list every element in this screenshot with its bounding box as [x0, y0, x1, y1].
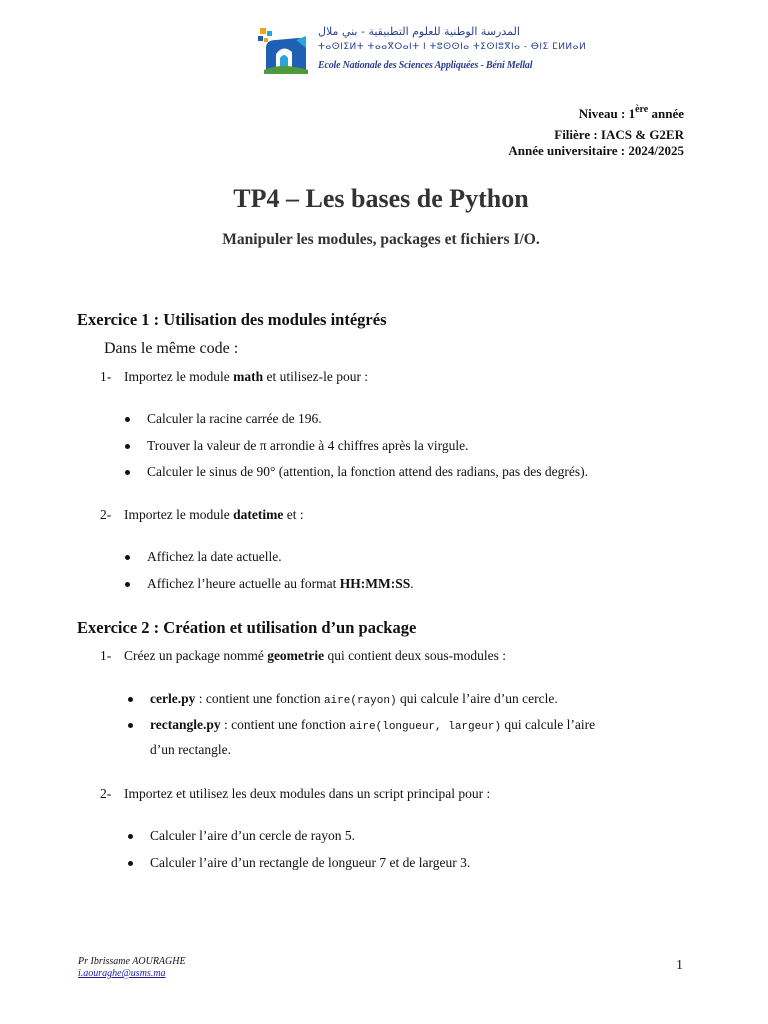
bullet-icon	[125, 555, 130, 560]
page-number: 1	[676, 958, 683, 973]
school-emblem-icon	[256, 26, 310, 76]
bullet-icon	[125, 582, 130, 587]
exercise-2-title: Exercice 2 : Création et utilisation d’un package	[77, 618, 417, 637]
niveau-suffix: année	[648, 106, 684, 121]
annee-line: Année universitaire : 2024/2025	[508, 143, 684, 158]
page-title: TP4 – Les bases de Python	[233, 184, 529, 213]
bullet-icon	[128, 723, 133, 728]
footer-author: Pr Ibrissame AOURAGHE	[78, 956, 186, 967]
niveau-superscript: ère	[635, 104, 649, 115]
question-text: Importez le module math et utilisez-le pour :	[124, 369, 369, 384]
niveau-label: Niveau : 1	[578, 106, 636, 121]
filiere-line: Filière : IACS & G2ER	[554, 127, 684, 142]
logo-french-text: Ecole Nationale des Sciences Appliquées - Béni Mellal	[318, 60, 533, 71]
niveau-line	[579, 104, 684, 122]
exercise-1-intro: Dans le même code :	[104, 340, 239, 357]
logo-arabic-text: المدرسة الوطنية للعلوم التطبيقية - بني ملال	[318, 25, 520, 38]
logo-tifinagh-text: ⵜⴰⵙⵏⵉⵍⵜ ⵜⴰⴰⴳⵔⴰⵏⵜ ⵏ ⵜⵓⵙⵙⵏⴰ ⵜⵉⵙⵏⵓⴳⵏⴰ - ⴱⵏⵉ ⵎⵍⵍⴰⵍ	[318, 42, 587, 52]
school-logo	[256, 24, 587, 80]
bullet-icon	[125, 444, 130, 449]
question-text: Créez un package nommé geometrie qui contient deux sous-modules :	[124, 648, 507, 663]
bullet-icon	[128, 861, 133, 866]
footer-email-link[interactable]: i.aouraghe@usms.ma	[78, 968, 166, 979]
bullet-icon	[125, 417, 130, 422]
bullet-icon	[128, 834, 133, 839]
bullet-icon	[128, 697, 133, 702]
question-text: Importez le module datetime et :	[124, 507, 304, 522]
question-number: 1-	[100, 648, 112, 663]
exercise-1-title: Exercice 1 : Utilisation des modules intégrés	[77, 310, 387, 329]
question-number: 1-	[100, 369, 112, 384]
question-number: 2-	[100, 786, 112, 801]
question-number: 2-	[100, 507, 112, 522]
question-text: Importez et utilisez les deux modules dans un script principal pour :	[124, 786, 491, 801]
page-subtitle: Manipuler les modules, packages et fichiers I/O.	[222, 231, 540, 248]
bullet-icon	[125, 470, 130, 475]
